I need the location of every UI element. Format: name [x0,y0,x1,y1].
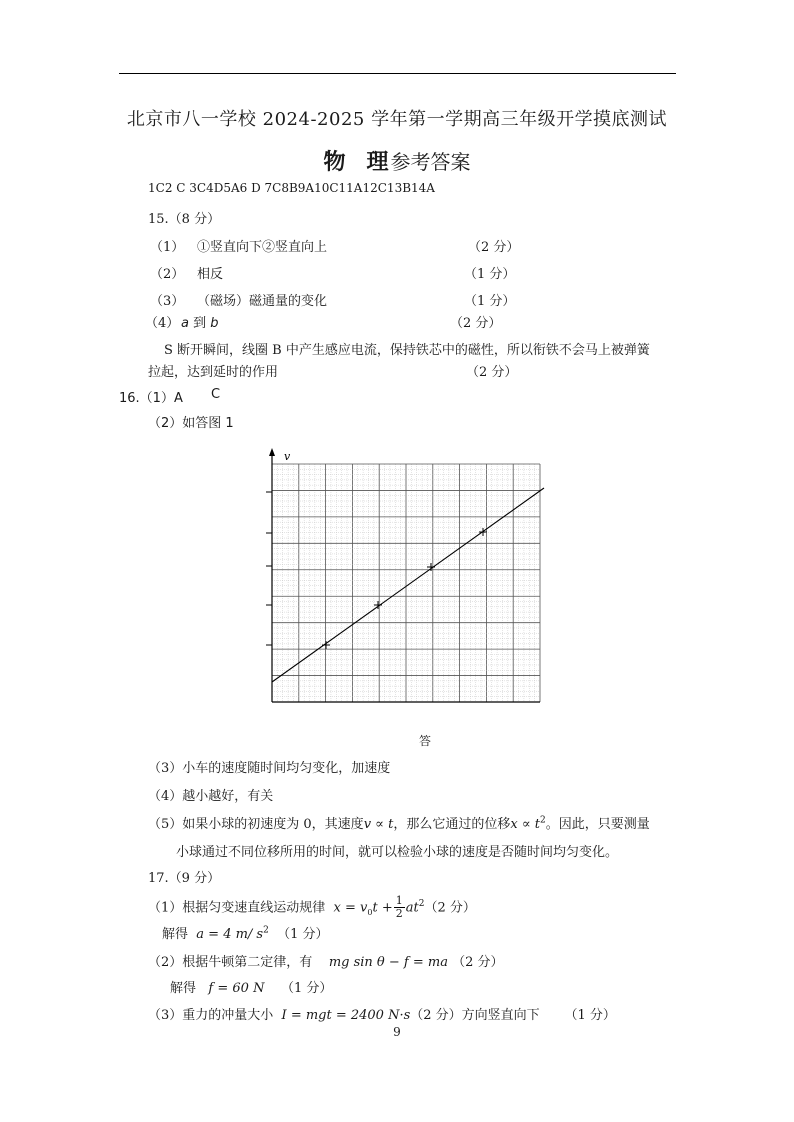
q15-p4-answer [181,312,219,331]
q15-p4-a: a [181,316,189,331]
q17-p3-text: （3）重力的冲量大小 [148,1008,274,1023]
q17-p1-score: （2 分） [424,900,476,916]
q16-p5-prop2: ∝ [517,817,535,832]
figure-caption: 答 [419,734,432,748]
q17-p2-eq: mg sin θ − f = ma [328,955,448,970]
q15-p1-number: （1） [150,240,185,255]
q15-p3-number: （3） [150,294,185,309]
q17-p3 [148,1004,616,1023]
q16-p5-sup: 2 [540,815,546,826]
q15-p1-answer: ①竖直向下②竖直向上 [197,240,328,255]
q17-p2-sol-score: （1 分） [280,981,333,996]
v-t-graph [262,446,552,708]
q17-p3-eq: I = mgt = 2400 N·s [281,1008,411,1023]
q15-p4-number: （4） [145,316,180,331]
q17-p1-sol-score: （1 分） [277,927,329,942]
q17-p1-eq-a: x = v [333,900,368,916]
q17-p1-sol-eq: a = 4 m/ s [196,927,264,942]
q16-p5-line1 [148,813,650,832]
q16-p5-t: t [388,817,394,832]
q17-heading: 17.（9 分） [148,871,221,886]
q16-p5-prop: ∝ [371,817,389,832]
subject-char-1: 物 [323,149,348,175]
q17-p2-score: （2 分） [452,955,504,970]
q16-answer-c: C [211,387,221,402]
q17-p1-eq-sup: 2 [418,899,425,909]
q17-p3-score: （2 分）方向竖直向下 [410,1008,540,1023]
q17-p2 [148,951,504,970]
q17-p1-text: （1）根据匀变速直线运动规律 [148,900,326,916]
fraction-denominator: 2 [395,907,403,921]
q17-p2-solution [170,977,332,996]
y-axis-label: v [284,450,291,463]
q16-p5-t2: t [534,817,540,832]
q16-p5-v: v [363,817,372,832]
q15-explanation-line2: 拉起，达到延时的作用 [148,365,279,380]
q15-p2-score: （1 分） [464,267,516,282]
q15-p2-number: （2） [150,267,185,282]
page-subtitle [0,145,794,176]
graph-grid [272,464,540,702]
q15-p4-score: （2 分） [450,316,502,331]
q17-p1-sol-label: 解得 [162,927,189,942]
subject-char-2: 理 [366,149,391,175]
q15-p3-score: （1 分） [464,294,516,309]
q15-explanation-line1: S 断开瞬间，线圈 B 中产生感应电流，保持铁芯中的磁性，所以衔铁不会马上被弹簧 [164,343,650,358]
q15-explanation-score: （2 分） [466,365,518,380]
q16-p5-line2: 小球通过不同位移所用的时间，就可以检验小球的速度是否随时间均匀变化。 [176,845,619,860]
mc-answers: 1C2 C 3C4D5A6 D 7C8B9A10C11A12C13B14A [148,181,435,195]
q15-p3-answer: （磁场）磁通量的变化 [197,294,328,309]
q17-p1 [148,893,476,924]
q16-p5-end: 。因此，只要测量 [545,817,650,832]
q15-p1-score: （2 分） [468,240,520,255]
q17-p1-sol-sup: 2 [263,925,269,936]
q16-p4: （4）越小越好，有关 [148,789,274,804]
header-rule [119,73,676,74]
q15-heading: 15.（8 分） [148,212,221,227]
q17-p2-sol-label: 解得 [170,981,197,996]
q16-p5-mid: ，那么它通过的位移 [393,817,511,832]
q15-p4-to: 到 [188,316,211,331]
subject-suffix: 参考答案 [390,150,471,174]
q16-p2: （2）如答图 1 [148,416,234,431]
q16-p5-start: （5）如果小球的初速度为 0，其速度 [148,817,364,832]
y-axis-arrow [269,448,275,456]
q16-heading: 16.（1）A [119,391,183,406]
q17-p1-eq-b: t + [372,900,393,916]
q17-p1-fraction [394,895,405,920]
q15-p4-b: b [210,316,219,331]
q17-p1-eq-c: at [405,900,419,916]
q17-p3-score2: （1 分） [564,1008,616,1023]
page-number: 9 [393,1025,401,1039]
q17-p1-eq-sub: 0 [367,907,373,917]
q17-p2-text: （2）根据牛顿第二定律，有 [148,955,313,970]
q17-p1-solution [162,923,329,942]
q15-p2-answer: 相反 [197,267,224,282]
y-axis-ticks [266,492,272,645]
q16-p5-x: x [510,817,518,832]
q17-p2-sol-eq: f = 60 N [208,981,265,996]
fraction-numerator: 1 [395,894,403,908]
page-title: 北京市八一学校 2024-2025 学年第一学期高三年级开学摸底测试 [126,109,668,130]
q16-p3: （3）小车的速度随时间均匀变化，加速度 [148,761,391,776]
